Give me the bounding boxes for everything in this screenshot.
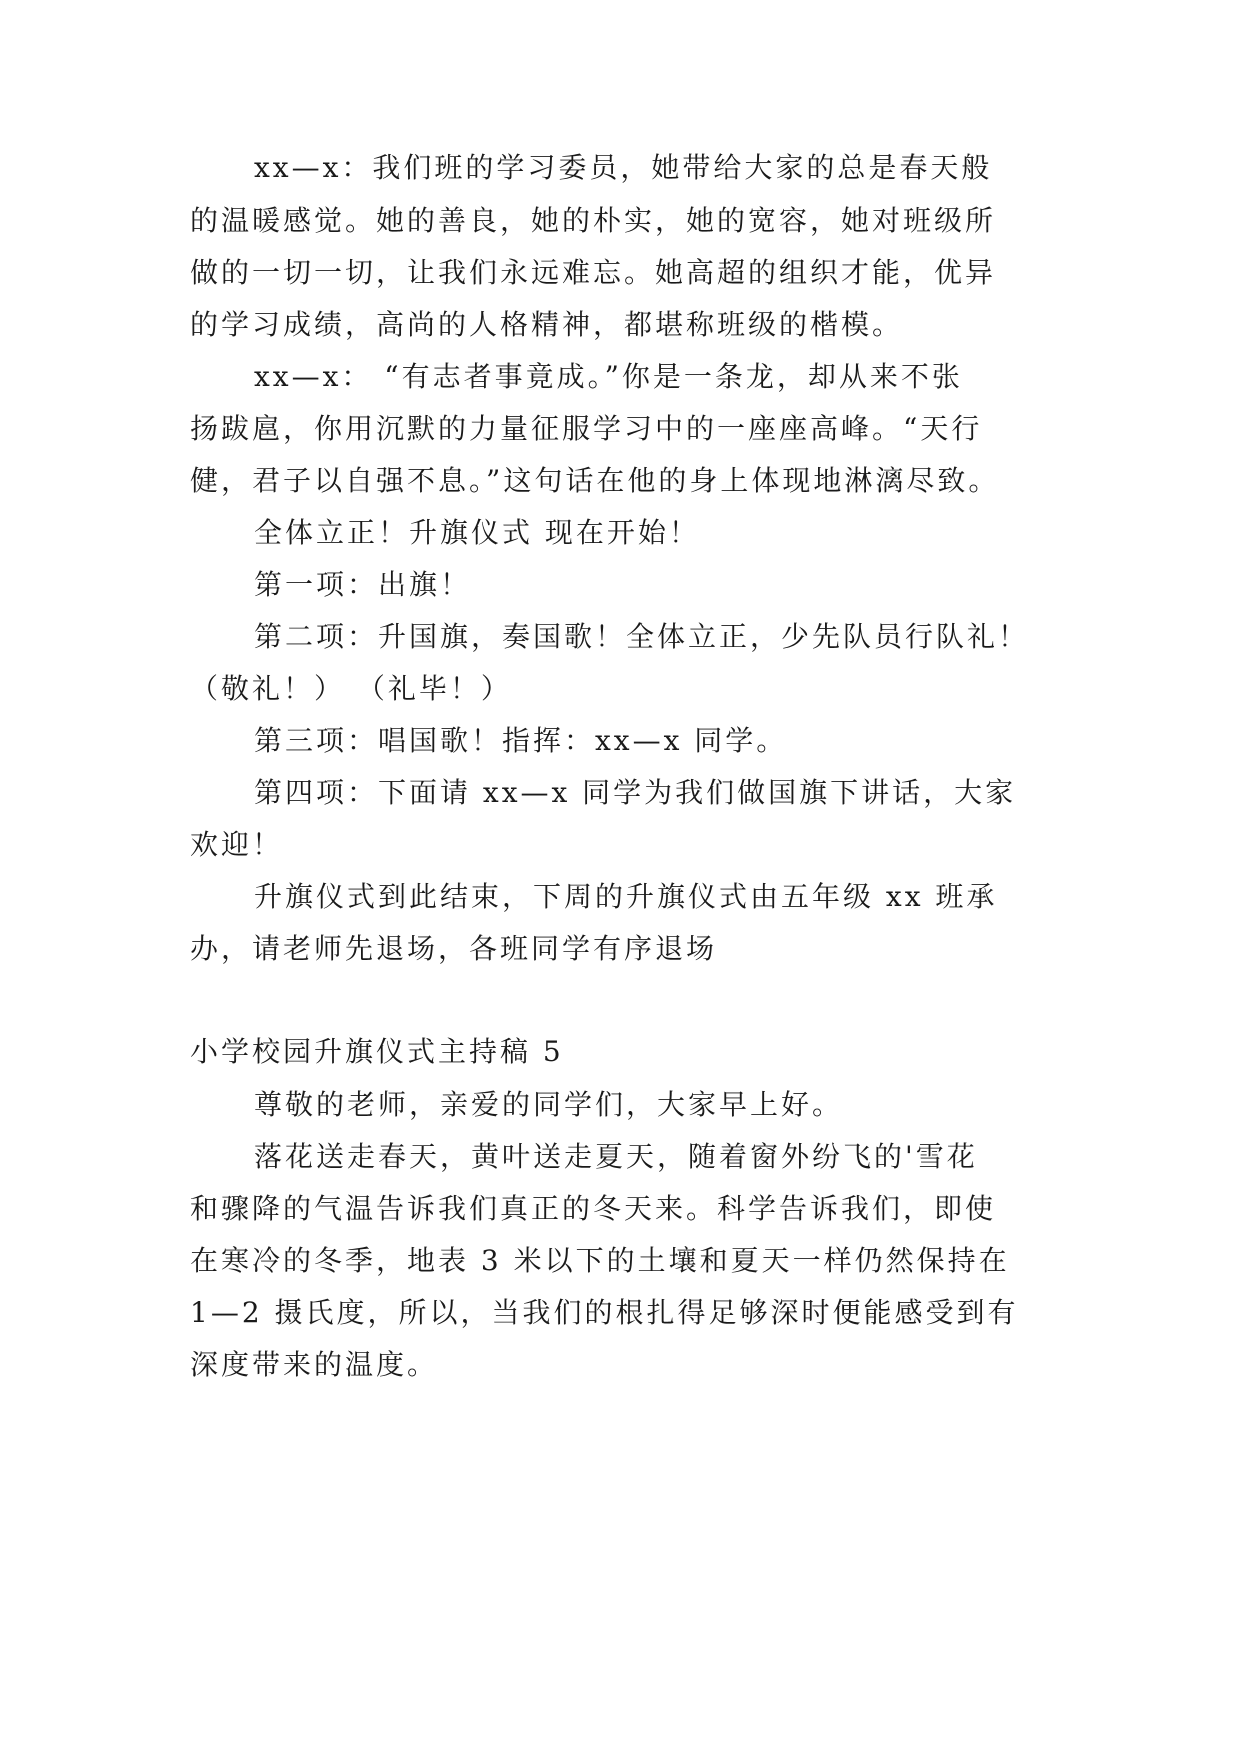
paragraph-line: 尊敬的老师，亲爱的同学们，大家早上好。 bbox=[254, 1088, 844, 1121]
paragraph-line: xx—x： “有志者事竟成。”你是一条龙，却从来不张 bbox=[254, 360, 963, 393]
section-heading: 小学校园升旗仪式主持稿 5 bbox=[190, 1035, 564, 1068]
paragraph-line: （敬礼！） （礼毕！） bbox=[190, 672, 512, 705]
paragraph-line: 升旗仪式到此结束，下周的升旗仪式由五年级 xx 班承 bbox=[254, 880, 998, 913]
paragraph-line: 深度带来的温度。 bbox=[190, 1348, 439, 1381]
paragraph-line: 的学习成绩，高尚的人格精神，都堪称班级的楷模。 bbox=[190, 308, 904, 341]
paragraph-line: 欢迎！ bbox=[190, 828, 284, 861]
paragraph-line: 扬跋扈，你用沉默的力量征服学习中的一座座高峰。“天行 bbox=[190, 412, 983, 445]
paragraph-line: 在寒冷的冬季，地表 3 米以下的土壤和夏天一样仍然保持在 bbox=[190, 1244, 1010, 1277]
paragraph-line: 第二项：升国旗，奏国歌！全体立正，少先队员行队礼！ bbox=[254, 620, 1030, 653]
paragraph-line: 健，君子以自强不息。”这句话在他的身上体现地淋漓尽致。 bbox=[190, 464, 1000, 497]
paragraph-line: 1—2 摄氏度，所以，当我们的根扎得足够深时便能感受到有 bbox=[190, 1296, 1019, 1329]
paragraph-line: 第四项：下面请 xx—x 同学为我们做国旗下讲话，大家 bbox=[254, 776, 1017, 809]
paragraph-line: xx—x：我们班的学习委员，她带给大家的总是春天般 bbox=[254, 151, 993, 184]
paragraph-line: 做的一切一切，让我们永远难忘。她高超的组织才能，优异 bbox=[190, 256, 997, 289]
paragraph-line: 全体立正！升旗仪式 现在开始！ bbox=[254, 516, 700, 549]
paragraph-line: 的温暖感觉。她的善良，她的朴实，她的宽容，她对班级所 bbox=[190, 204, 997, 237]
paragraph-line: 第三项：唱国歌！指挥：xx—x 同学。 bbox=[254, 724, 788, 757]
paragraph-line: 办，请老师先退场，各班同学有序退场 bbox=[190, 932, 718, 965]
paragraph-line: 落花送走春天，黄叶送走夏天，随着窗外纷飞的'雪花 bbox=[254, 1140, 978, 1173]
paragraph-line: 和骤降的气温告诉我们真正的冬天来。科学告诉我们，即使 bbox=[190, 1192, 997, 1225]
paragraph-line: 第一项：出旗！ bbox=[254, 568, 472, 601]
